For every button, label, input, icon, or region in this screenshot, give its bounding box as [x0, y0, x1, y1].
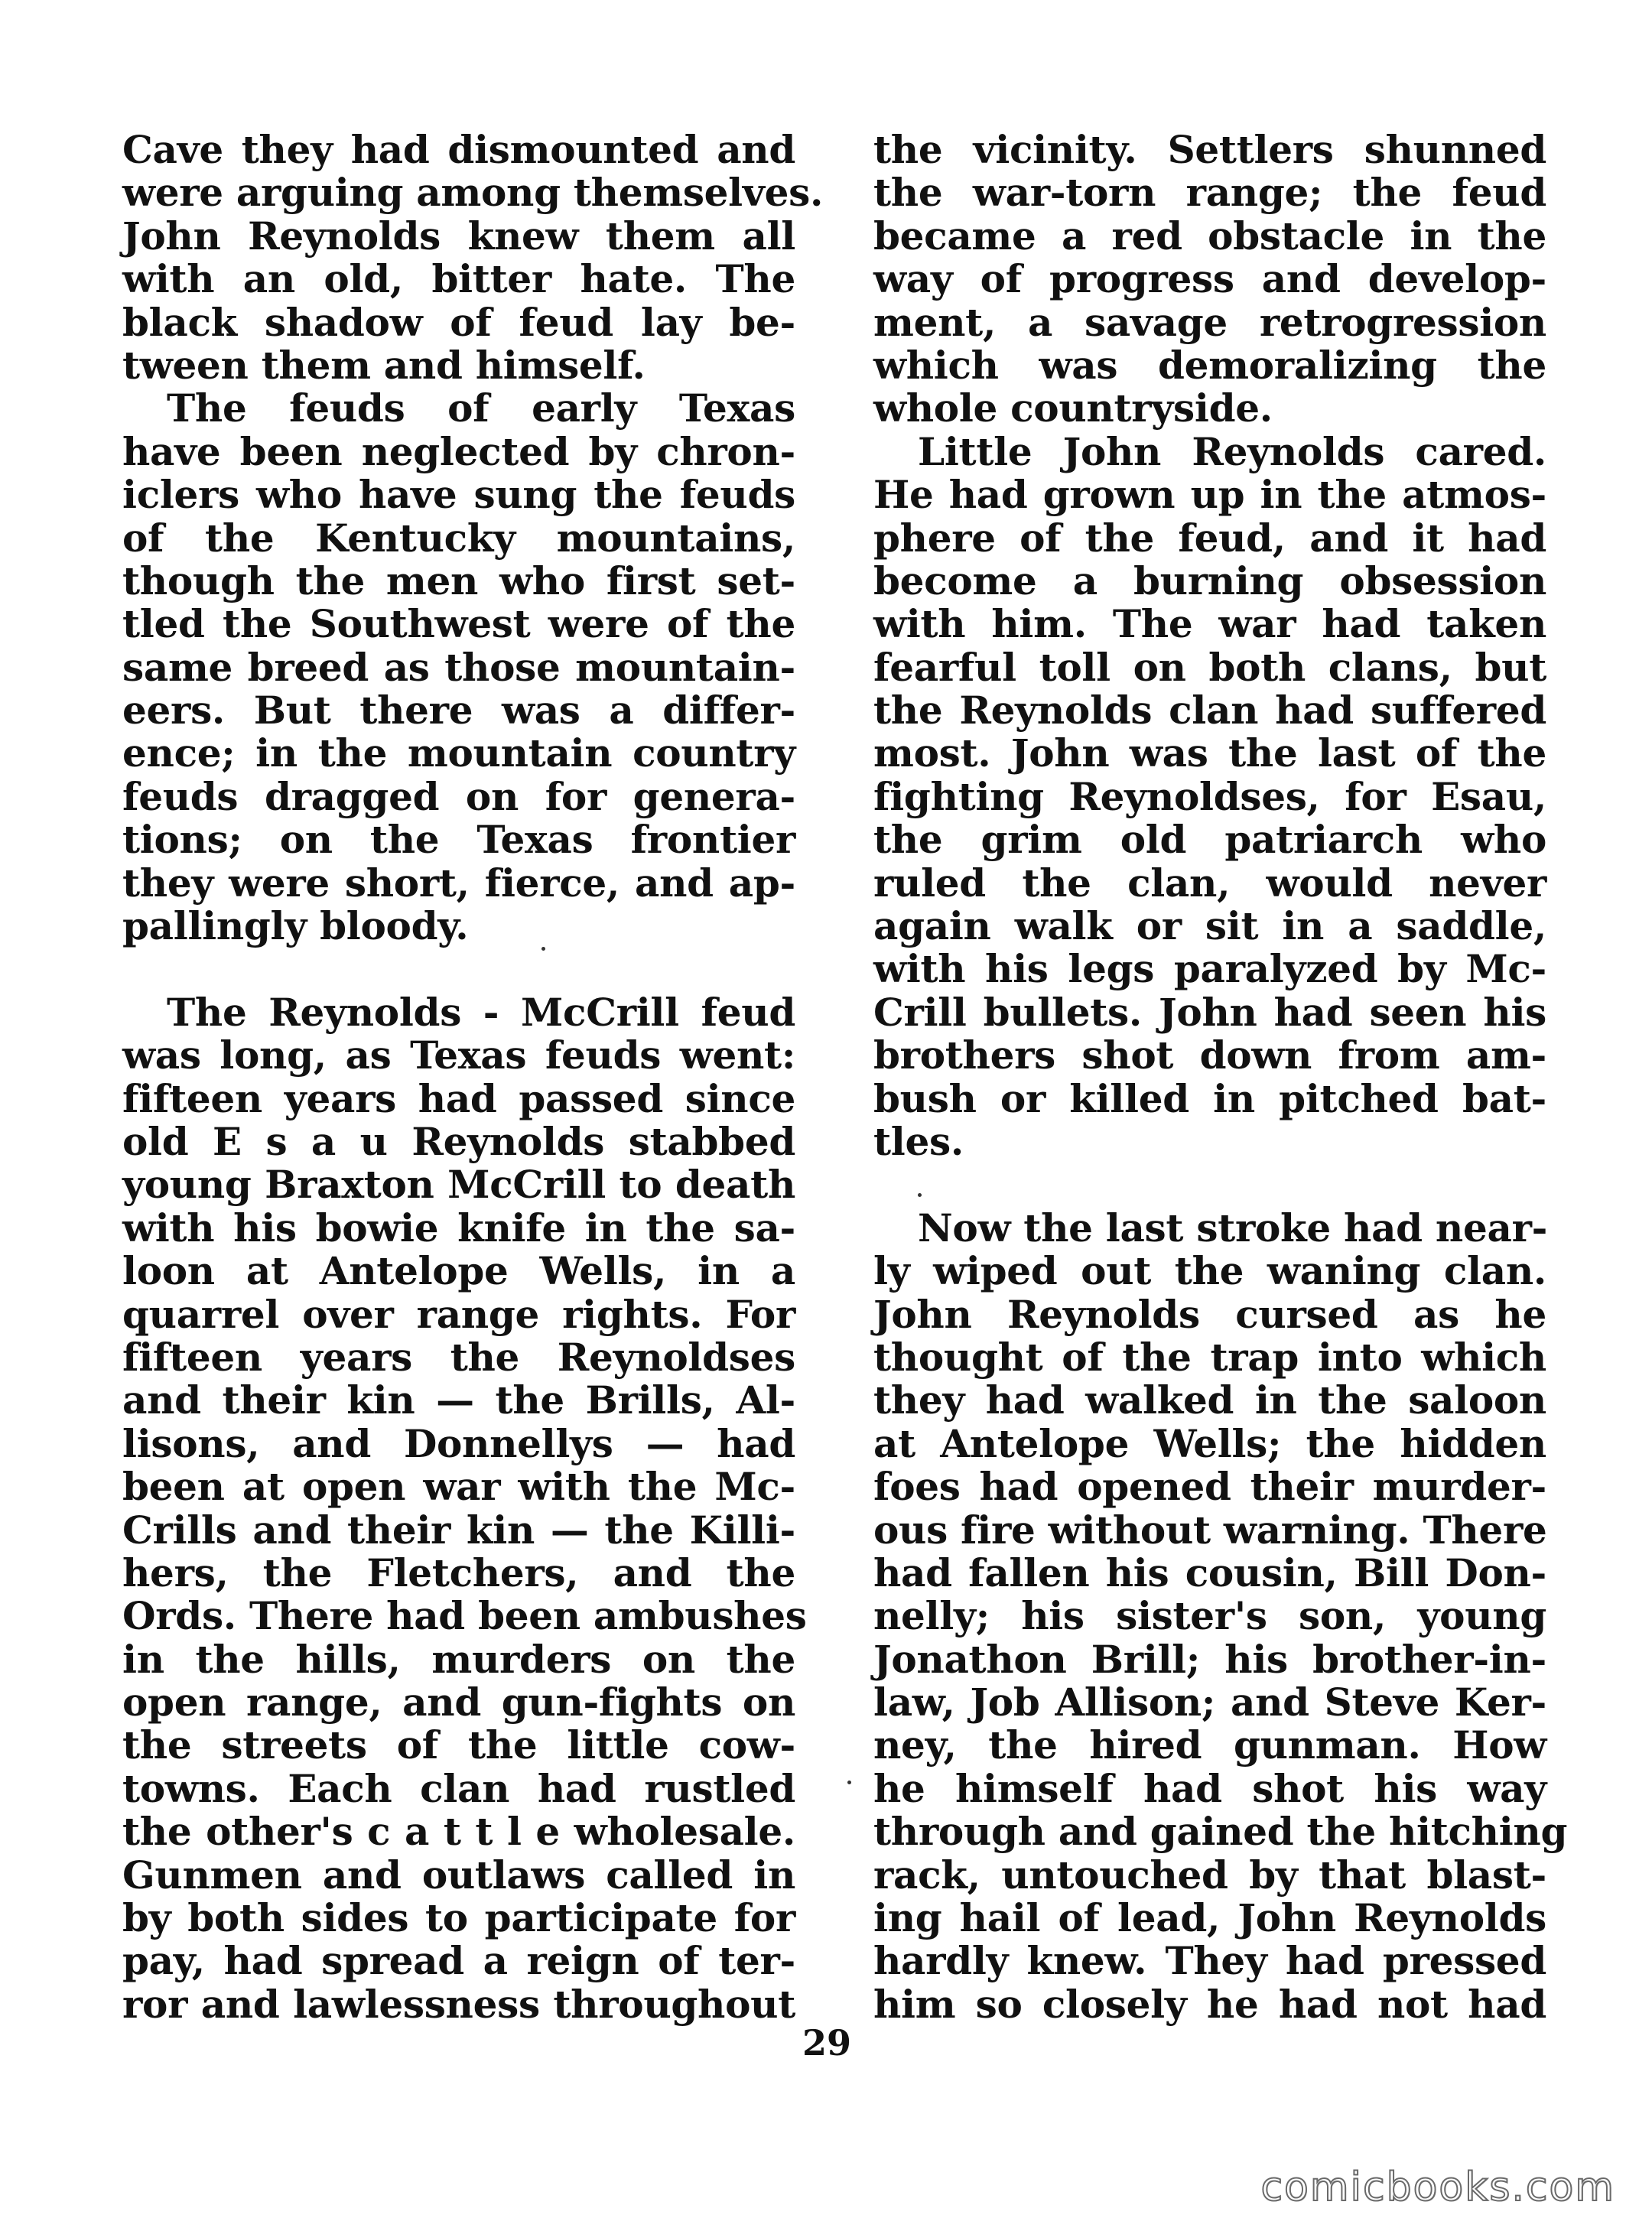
text-line: the grim old patriarch who — [873, 817, 1546, 863]
text-line: the vicinity. Settlers shunned — [873, 127, 1546, 172]
paragraph-break — [873, 1163, 1546, 1206]
text-line: by both sides to participate for — [122, 1895, 795, 1941]
text-line: the Reynolds clan had suffered — [873, 688, 1546, 733]
text-line: The Reynolds - McCrill feud — [167, 989, 795, 1035]
text-line: towns. Each clan had rustled — [122, 1765, 795, 1811]
text-line: at Antelope Wells; the hidden — [873, 1420, 1546, 1466]
text-line: hers, the Fletchers, and the — [122, 1550, 795, 1595]
text-line: ous fire without warning. There — [873, 1507, 1547, 1553]
text-line: though the men who first set- — [122, 558, 795, 603]
text-line: Cave they had dismounted and — [122, 127, 795, 172]
text-line: nelly; his sister's son, young — [873, 1593, 1546, 1639]
text-line: was long, as Texas feuds went: — [122, 1033, 795, 1078]
text-line: through and gained the hitching — [873, 1809, 1568, 1855]
text-line: He had grown up in the atmos- — [873, 472, 1546, 518]
text-line: with his legs paralyzed by Mc- — [873, 946, 1546, 992]
text-line: Jonathon Brill; his brother-in- — [873, 1636, 1546, 1682]
text-line: tween them and himself. — [122, 342, 646, 388]
text-line: loon at Antelope Wells, in a — [122, 1248, 795, 1294]
text-line: whole countryside. — [873, 385, 1273, 431]
text-line: ment, a savage retrogression — [873, 299, 1546, 345]
text-line: Gunmen and outlaws called in — [122, 1852, 795, 1898]
text-line: Crills and their kin — the Killi- — [122, 1507, 795, 1553]
text-line: he himself had shot his way — [873, 1765, 1546, 1811]
text-line: quarrel over range rights. For — [122, 1291, 795, 1337]
text-line: tled the Southwest were of the — [122, 601, 795, 647]
page-number: 29 — [802, 2022, 851, 2064]
text-line: hardly knew. They had pressed — [873, 1938, 1546, 1984]
text-line: Crill bullets. John had seen his — [873, 989, 1546, 1035]
text-line: rack, untouched by that blast- — [873, 1852, 1546, 1898]
watermark: comicbooks.com — [1260, 2164, 1615, 2210]
text-line: pay, had spread a reign of ter- — [122, 1938, 795, 1984]
text-line: fighting Reynoldses, for Esau, — [873, 773, 1546, 819]
text-line: become a burning obsession — [873, 558, 1546, 603]
text-line: lisons, and Donnellys — had — [122, 1420, 795, 1466]
text-line: the war-torn range; the feud — [873, 170, 1546, 216]
text-line: were arguing among themselves. — [122, 170, 824, 216]
text-line: fearful toll on both clans, but — [873, 644, 1546, 690]
text-line: way of progress and develop- — [873, 256, 1546, 302]
text-line: the streets of the little cow- — [122, 1722, 795, 1768]
text-line: with his bowie knife in the sa- — [122, 1205, 795, 1250]
text-line: became a red obstacle in the — [873, 213, 1546, 259]
text-line: open range, and gun-fights on — [122, 1680, 795, 1725]
text-line: tions; on the Texas frontier — [122, 817, 795, 863]
text-line: Now the last stroke had near- — [918, 1205, 1548, 1250]
text-line: young Braxton McCrill to death — [122, 1162, 795, 1208]
text-line: ly wiped out the waning clan. — [873, 1248, 1546, 1294]
text-line: ing hail of lead, John Reynolds — [873, 1895, 1546, 1941]
text-line: bush or killed in pitched bat- — [873, 1075, 1546, 1121]
stray-dot — [847, 1781, 851, 1784]
text-line: had fallen his cousin, Bill Don- — [873, 1550, 1546, 1595]
text-line: and their kin — the Brills, Al- — [122, 1377, 795, 1423]
text-line: iclers who have sung the feuds — [122, 472, 795, 518]
paragraph-break — [122, 948, 795, 990]
text-line: been at open war with the Mc- — [122, 1464, 795, 1510]
text-line: Ords. There had been ambushes — [122, 1593, 807, 1639]
text-line: pallingly bloody. — [122, 903, 469, 949]
text-line: same breed as those mountain- — [122, 644, 795, 690]
text-line: brothers shot down from am- — [873, 1033, 1546, 1078]
text-line: ror and lawlessness throughout — [122, 1981, 795, 2027]
text-line: ruled the clan, would never — [873, 860, 1546, 906]
text-line: with an old, bitter hate. The — [122, 256, 795, 302]
text-line: old E s a u Reynolds stabbed — [122, 1118, 795, 1164]
left-text-column — [122, 127, 824, 2027]
text-line: law, Job Allison; and Steve Ker- — [873, 1680, 1546, 1725]
text-line: again walk or sit in a saddle, — [873, 903, 1546, 949]
text-line: thought of the trap into which — [873, 1334, 1546, 1380]
text-line: black shadow of feud lay be- — [122, 299, 795, 345]
text-line: eers. But there was a differ- — [122, 688, 795, 733]
text-line: John Reynolds cursed as he — [873, 1291, 1546, 1337]
text-line: of the Kentucky mountains, — [122, 515, 795, 561]
text-line: feuds dragged on for genera- — [122, 773, 795, 819]
text-line: in the hills, murders on the — [122, 1636, 795, 1682]
text-line: with him. The war had taken — [873, 601, 1546, 647]
right-text-column — [873, 127, 1568, 2027]
text-line: The feuds of early Texas — [167, 385, 795, 431]
text-line: ney, the hired gunman. How — [873, 1722, 1546, 1768]
text-line: foes had opened their murder- — [873, 1464, 1546, 1510]
text-line: Little John Reynolds cared. — [918, 428, 1546, 474]
text-line: ence; in the mountain country — [122, 730, 795, 776]
text-line: most. John was the last of the — [873, 730, 1546, 776]
text-line: John Reynolds knew them all — [122, 213, 795, 259]
text-line: tles. — [873, 1118, 964, 1164]
text-line: fifteen years had passed since — [122, 1075, 795, 1121]
stray-dot — [918, 1193, 922, 1197]
text-line: phere of the feud, and it had — [873, 515, 1546, 561]
text-line: have been neglected by chron- — [122, 428, 795, 474]
text-line: the other's c a t t l e wholesale. — [122, 1809, 795, 1855]
text-line: fifteen years the Reynoldses — [122, 1334, 795, 1380]
text-line: which was demoralizing the — [873, 342, 1546, 388]
text-line: they were short, fierce, and ap- — [122, 860, 795, 906]
text-line: him so closely he had not had — [873, 1981, 1546, 2027]
stray-dot — [541, 947, 545, 951]
text-line: they had walked in the saloon — [873, 1377, 1546, 1423]
